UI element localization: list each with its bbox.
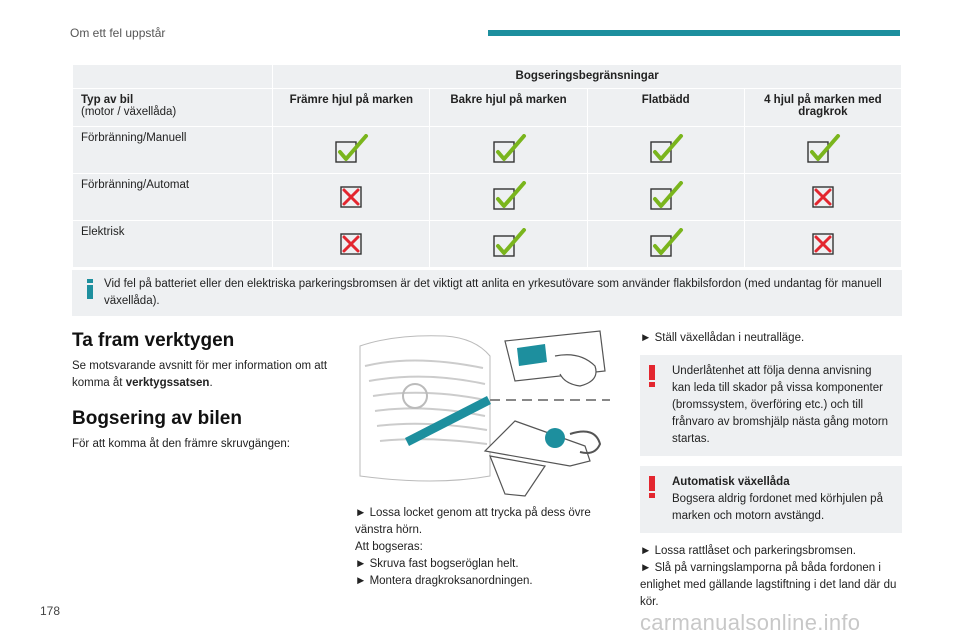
step-screw-tow-eye: ► Skruva fast bogseröglan helt.	[355, 558, 519, 570]
table-row	[73, 174, 902, 221]
warning-text-automatic: Bogsera aldrig fordonet med körhjulen på marken och motorn avstängd.	[672, 493, 883, 522]
check-icon	[753, 132, 893, 168]
header-accent-bar	[488, 30, 900, 36]
vehicle-type-title: Typ av bil	[81, 94, 134, 106]
warning-exclamation-icon	[648, 476, 656, 504]
column-header-front-wheels: Främre hjul på marken	[273, 89, 430, 127]
tools-kit-link-text: verktygssatsen	[125, 377, 210, 389]
row-label: Förbränning/Automat	[73, 174, 273, 221]
table-row	[73, 221, 902, 268]
vehicle-type-subtitle: (motor / växellåda)	[81, 106, 177, 118]
step-release-cover: ► Lossa locket genom att trycka på dess övre vänstra hörn.	[355, 507, 591, 536]
table-row	[73, 127, 902, 174]
check-icon	[438, 179, 578, 215]
check-icon	[596, 226, 736, 262]
check-icon	[438, 226, 578, 262]
info-icon	[85, 279, 95, 305]
tow-eye-illustration	[355, 326, 610, 498]
section-header-title: Om ett fel uppstår	[70, 26, 166, 40]
cross-icon	[753, 226, 893, 262]
step-release-locks: ► Lossa rattlåset och parkeringsbromsen.	[640, 545, 856, 557]
warning-exclamation-icon	[648, 365, 656, 393]
check-icon	[596, 179, 736, 215]
cross-icon	[753, 179, 893, 215]
table-col0-header	[73, 89, 273, 127]
check-icon	[281, 132, 421, 168]
towed-intro: Att bogseras:	[355, 541, 423, 553]
left-column	[72, 330, 334, 453]
cross-icon	[281, 226, 421, 262]
check-icon	[596, 132, 736, 168]
check-icon	[438, 132, 578, 168]
row-label: Elektrisk	[73, 221, 273, 268]
section-title-towing: Bogsering av bilen	[72, 408, 242, 429]
row-label: Förbränning/Manuell	[73, 127, 273, 174]
warning-box-neutral	[640, 355, 902, 456]
table-group-header: Bogseringsbegränsningar	[273, 65, 902, 89]
section-title-tools: Ta fram verktygen	[72, 330, 235, 351]
middle-column-steps	[355, 505, 615, 590]
page-number: 178	[40, 604, 61, 618]
right-column	[640, 330, 902, 611]
column-header-rear-wheels: Bakre hjul på marken	[430, 89, 587, 127]
step-hazard-lights: ► Slå på varningslamporna på båda fordonen i enlighet med gällande lagstiftning i det land där du kör.	[640, 562, 897, 608]
step-neutral-gear: ► Ställ växellådan i neutralläge.	[640, 332, 805, 344]
towing-restrictions-table	[72, 64, 902, 268]
warning-text-neutral: Underlåtenhet att följa denna anvisning kan leda till skador på vissa komponenter (bromssystem, överföring etc.) och till frånvaro av bromshjälp nästa gång motorn startas.	[672, 365, 889, 445]
info-note-box	[72, 270, 902, 316]
column-header-flatbed: Flatbädd	[587, 89, 744, 127]
warning-box-automatic	[640, 466, 902, 533]
tools-paragraph: Se motsvarande avsnitt för mer information om att komma åt verktygssatsen.	[72, 360, 328, 389]
warning-title-automatic: Automatisk växellåda	[672, 476, 790, 488]
info-note-text: Vid fel på batteriet eller den elektriska parkeringsbromsen är det viktigt att anlita en yrkesutövare som använder flakbilsfordon (med undantag för manuell växellåda).	[104, 278, 882, 307]
watermark-text: carmanualsonline.info	[640, 610, 861, 635]
cross-icon	[281, 179, 421, 215]
table-empty-corner	[73, 65, 273, 89]
column-header-four-wheels: 4 hjul på marken med dragkrok	[744, 89, 901, 127]
towing-paragraph: För att komma åt den främre skruvgängen:	[72, 438, 290, 450]
step-mount-tow-device: ► Montera dragkroksanordningen.	[355, 575, 533, 587]
